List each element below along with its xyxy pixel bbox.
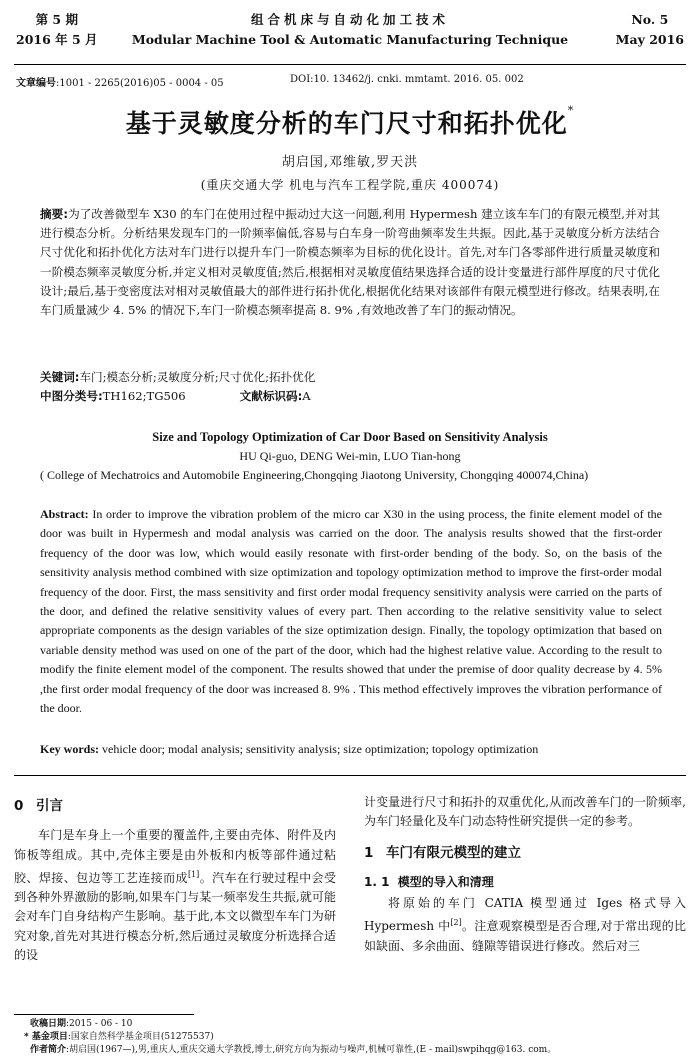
abstract-cn-text: 为了改善微型车 X30 的车门在使用过程中振动过大这一问题,利用 Hypermesh 建立该车车门的有限元模型,并对其进行模态分析。分析结果发现车门的一阶频率偏低,容易与白车身一阶弯曲频率发生共振。因此,基于灵敏度分析方法结合尺寸优化和拓扑优化方法对车门进行以提升车门一阶模态频率为目标的优化设计。首先,对车门各零部件进行质量灵敏度和一阶模态频率灵敏度分析,并定义相对灵敏度值;然后,根据相对灵敏度值结果选择合适的设计变量进行部件厚度的尺寸优化设计;最后,基于变密度法对相对灵敏值最大的部件进行拓扑优化,根据优化结果对该部件有限元模型进行修改。结果表明,在车门质量减少 4. 5% 的情况下,车门一阶模态频率提高 8. 9% ,有效地改善了车门的振动情况。 xyxy=(40,207,660,318)
affiliation-cn: (重庆交通大学 机电与汽车工程学院,重庆 400074) xyxy=(200,178,500,192)
footnote-fund: * 基金项目:国家自然科学基金项目(51275537) xyxy=(24,1032,214,1042)
section-rule xyxy=(14,775,686,776)
authors-cn: 胡启国,邓维敏,罗天洪 xyxy=(281,155,419,170)
clc-label: 中图分类号 xyxy=(40,389,98,403)
journal-name-cn: 组合机床与自动化加工技术 xyxy=(250,12,449,27)
intro-continuation: 计变量进行尺寸和拓扑的双重优化,从而改善车门的一阶频率,为车门轻量化及车门动态特性研究提供一定的参考。 xyxy=(364,795,686,829)
doi: DOI:10. 13462/j. cnki. mmtamt. 2016. 05. 002 xyxy=(290,74,524,85)
abstract-cn-label: 摘要 xyxy=(40,207,64,221)
title-en: Size and Topology Optimization of Car Door Based on Sensitivity Analysis xyxy=(152,430,548,444)
abstract-en-text: In order to improve the vibration problem of the micro car X30 in the using process, the finite element model of the door was built in Hypermesh and modal analysis was carried on the door. The analysis results showed that the first-order frequency of the door was low, which would easily resonate with first-order bending of the body. So, on the basis of the sensitivity analysis method combined with size optimization and topology optimization method to improve the first-order modal frequency of the door. First, the mass sensitivity and first order modal frequency sensitivity analysis were carried on the parts of the door, and defined the relative sensitivity values of every part. Then according to the relative sensitivity value to select appropriate components as the design variables of the size optimization design. Finally, the topology optimization that based on variable density method was used on one of the part of the door, which had the highest relative value. According to the result to modify the finite element model of the component. The results showed that under the premise of door quality decrease by 4. 5% ,the first order modal frequency of the door was increased 8. 9% . This method effectively improves the vibration performance of the door. xyxy=(40,507,662,716)
clc-value: TH162;TG506 xyxy=(102,389,186,403)
keywords-cn: 关键词:车门;模态分析;灵敏度分析;尺寸优化;拓扑优化 xyxy=(40,370,316,384)
header-date-en: May 2016 xyxy=(615,32,684,47)
footnote-received: 收稿日期:2015 - 06 - 10 xyxy=(30,1019,133,1029)
header-center xyxy=(14,10,686,50)
keywords-cn-label: 关键词 xyxy=(40,370,75,384)
title-cn: 基于灵敏度分析的车门尺寸和拓扑优化* xyxy=(125,104,575,138)
model-import-paragraph: 将原始的车门 CATIA 模型通过 Iges 格式导入 Hypermesh 中[2]。注意观察模型是否合理,对于常出现的比如缺面、多余曲面、缝隙等错误进行修改。然后对三 xyxy=(364,896,686,953)
affiliation-en: ( College of Mechatroics and Automobile Engineering,Chongqing Jiaotong University, Chongqing 400074,China) xyxy=(40,468,589,482)
intro-paragraph: 车门是车身上一个重要的覆盖件,主要由壳体、附件及内饰板等组成。其中,壳体主要是由外板和内板等部件通过粘胶、焊接、包边等工艺连接而成[1]。汽车在行驶过程中会受到各种外界激励的影响,如果车门与某一频率发生共振,就可能会对车门自身结构产生影响。基于此,本文以微型车车门为研究对象,首先对其进行模态分析,然后通过灵敏度分析选择合适的设 xyxy=(14,828,336,963)
right-column xyxy=(364,793,686,956)
doc-code-value: A xyxy=(302,389,311,403)
abstract-en: Abstract: In order to improve the vibration problem of the micro car X30 in the using process, the finite element model of the door was built in Hypermesh and modal analysis was carried on the door. The analysis results showed that the first-order frequency of the door was low, which would easily resonate with first-order bending of the body. So, on the basis of the sensitivity analysis method combined with size optimization and topology optimization method to improve the first-order modal frequency of the door. First, the mass sensitivity and first order modal frequency sensitivity analysis were carried on the parts of the door, and defined the relative sensitivity values of every part. Then according to the relative sensitivity value to select appropriate components as the design variables of the size optimization design. Finally, the topology optimization that based on variable density method was used on one of the part of the door, which had the highest relative value. According to the result to modify the finite element model of the component. The results showed that under the premise of door quality decrease by 4. 5% ,the first order modal frequency of the door was increased 8. 9% . This method effectively improves the vibration performance of the door. xyxy=(40,507,662,716)
title-footnote-mark: * xyxy=(567,104,575,117)
section-1-heading: 1 车门有限元模型的建立 xyxy=(364,844,521,861)
footnote-rule xyxy=(14,1014,194,1015)
article-number: 文章编号:1001 - 2265(2016)05 - 0004 - 05 xyxy=(16,78,224,89)
left-column xyxy=(14,797,336,965)
running-header xyxy=(14,10,686,64)
journal-name-en: Modular Machine Tool & Automatic Manufacturing Technique xyxy=(131,32,569,47)
keywords-en: Key words: vehicle door; modal analysis; sensitivity analysis; size optimization; topology optimization xyxy=(40,742,539,756)
section-0-heading: 0 引言 xyxy=(14,798,63,814)
classification: 中图分类号:TH162;TG506 文献标识码:A xyxy=(40,389,311,403)
abstract-cn: 摘要:为了改善微型车 X30 的车门在使用过程中振动过大这一问题,利用 Hypermesh 建立该车车门的有限元模型,并对其进行模态分析。分析结果发现车门的一阶频率偏低,容易与白车身一阶弯曲频率发生共振。因此,基于灵敏度分析方法结合尺寸优化和拓扑优化方法对车门进行以提升车门一阶模态频率为目标的优化设计。首先,对车门各零部件进行质量灵敏度和一阶模态频率灵敏度分析,并定义相对灵敏度值;然后,根据相对灵敏度值结果选择合适的设计变量进行部件厚度的尺寸优化设计;最后,基于变密度法对相对灵敏值最大的部件进行拓扑优化,根据优化结果对该部件有限元模型进行修改。结果表明,在车门质量减少 4. 5% 的情况下,车门一阶模态频率提高 8. 9% ,有效地改善了车门的振动情况。 xyxy=(40,207,660,318)
citation-2[interactable]: [2] xyxy=(450,918,462,928)
subsection-1-1-heading: 1. 1 模型的导入和清理 xyxy=(364,874,494,889)
doc-code-label: 文献标识码 xyxy=(239,389,298,403)
citation-1[interactable]: [1] xyxy=(187,869,200,879)
abstract-en-label: Abstract xyxy=(40,507,85,521)
header-right xyxy=(616,10,684,50)
authors-en: HU Qi-guo, DENG Wei-min, LUO Tian-hong xyxy=(239,449,461,463)
header-issue-cn: 第 5 期 xyxy=(35,12,78,27)
header-date-cn: 2016 年 5 月 xyxy=(16,32,98,47)
header-issue-en: No. 5 xyxy=(631,12,669,27)
footnote-author: 作者简介:胡启国(1967—),男,重庆人,重庆交通大学教授,博士,研究方向为振动与噪声,机械可靠性,(E - mail)swpihqg@163. com。 xyxy=(30,1045,557,1055)
keywords-en-label: Key words xyxy=(40,742,95,756)
header-rule xyxy=(14,64,686,65)
